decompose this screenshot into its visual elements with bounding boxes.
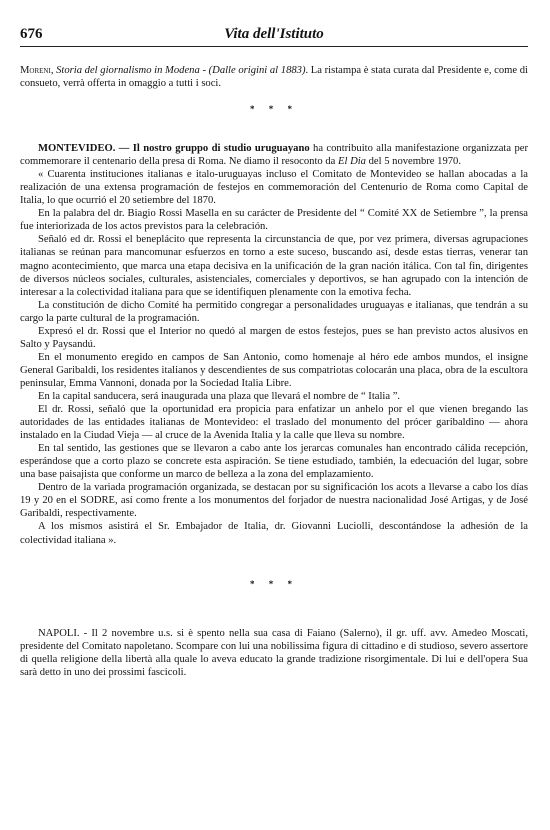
montevideo-paragraph: En el monumento eregido en campos de San Antonio, como homenaje al héro ede ambos mundos, el insigne General Garibaldi, los residentes italianos y descendientes de sus compatriotas colocarán una placa, obra de la escultora peninsular, Emma Vannoni, donada por la Sociedad Italia Libre. [20, 351, 528, 389]
running-head: Vita dell'Istituto [224, 26, 324, 42]
napoli-text: - Il 2 novembre u.s. si è spento nella sua casa di Faiano (Salerno), il gr. uff. avv. Amedeo Moscati, presidente del Comitato napoletano. Scompare con lui una nobilissima figura di cittadino e di studioso, severo assertore di quella religione della libertà alla quale lo aveva educato la grande tradizione risorgimentale. Di lui e dell'opera Sua sarà detto in uno dei prossimi fascicoli. [20, 627, 528, 678]
montevideo-paragraph: En la palabra del dr. Biagio Rossi Masella en su carácter de Presidente del “ Comité XX de Setiembre ”, la prensa fue interiorizada de los actos previstos para la celebración. [20, 208, 528, 233]
section-separator: * * * [250, 578, 298, 589]
montevideo-paragraph: Dentro de la variada programación organizada, se destacan por su significación los acots a llevarse a cabo los días 19 y 20 en el SODRE, así como frente a los monumentos del forjador de nuestra nacionalidad José Artigas, y de José Garibaldi, respectivamente. [20, 482, 528, 520]
montevideo-paragraph: La constitución de dicho Comité ha permitido congregar a personalidades uruguayas e italianas, que tendrán a su cargo la parte cultural de la programación. [20, 299, 528, 324]
montevideo-paragraph: El dr. Rossi, señaló que la oportunidad era propicia para enfatizar un anhelo por el que vienen bregando las autoridades de las entidades italianas de Montevideo: el traslado del monumento del prócer garibaldino — ahora instalado en la Ciudad Vieja — al cruce de la Avenida Italia y la calle que lleva su nombre. [20, 404, 528, 442]
montevideo-paragraph: Expresó el dr. Rossi que el Interior no quedó al margen de estos festejos, pues se han previsto actos alusivos en Salto y Paysandú. [20, 325, 528, 350]
section-separator: * * * [250, 104, 298, 115]
montevideo-paragraph: « Cuarenta instituciones italianas e italo-uruguayas incluso el Comitato de Montevideo se hallan abocadas a la realización de una extensa programación de festejos en commemoración del Centenurio de Roma como Capital de Italia, lo que ocurrió el 20 setiembre del 1870. [20, 169, 528, 207]
montevideo-paragraph: En la capital sanducera, será inaugurada una plaza que llevará el nombre de “ Italia ”. [38, 390, 401, 402]
moreni-rest: . La ristampa è stata curata dal Presidente e, come di consueto, verrà offerta in omaggio a tutti i soci. [20, 65, 529, 90]
montevideo-intro [20, 142, 528, 168]
page-header [20, 26, 528, 47]
newspaper-name: El Dia [338, 156, 366, 168]
moreni-subtitle: (Dalle origini al 1883) [208, 65, 306, 76]
montevideo-paragraph: Señaló ed dr. Rossi el beneplácito que representa la circunstancia de que, por vez primera, diversas agrupaciones italianas se reúnan para mancomunar esfuerzos en torno a este suceso, buscando así, desde estas tierras, venerar tan magno acontecimiento, que marca una etapa decisiva en la unificación de la gran nación itálica. Con tal fin, dirigentes de diversos núcleos sociales, culturales, asistenciales, comerciales y deportivos, se han agrupado con la intención de interesar a la colectividad italiana para que se identifiquen plenamente con la emotiva fecha. [20, 234, 528, 298]
montevideo-intro-b: del 5 novembre 1970. [365, 156, 461, 168]
moreni-author: Moreni [20, 65, 51, 76]
article-body [20, 64, 528, 679]
napoli-heading: NAPOLI. [38, 627, 80, 639]
moreni-paragraph [20, 64, 528, 90]
moreni-title: Storia del giornalismo in Modena [56, 65, 200, 76]
moreni-sep1: , [50, 65, 57, 76]
page-number: 676 [20, 26, 43, 42]
montevideo-heading: MONTEVIDEO. — Il nostro gruppo di studio uruguayano [38, 143, 310, 155]
moreni-sep2: - [199, 65, 209, 76]
montevideo-intro-a: ha contribuito alla manifestazione organizzata per commemorare il centenario della presa di Roma. Ne diamo il resoconto da [20, 143, 528, 168]
montevideo-paragraph: En tal sentido, las gestiones que se llevaron a cabo ante los jerarcas comunales han encontrado cálida recepción, esperándose que a corto plazo se concrete esta aspiración. Se tiene estudiado, también, la edecuación del lugar, sobre una base paisajista que conforme un marco de belleza a la zona del emplazamiento. [20, 443, 528, 481]
montevideo-paragraph: A los mismos asistirá el Sr. Embajador de Italia, dr. Giovanni Luciolli, descontándose la adhesión de la colectividad italiana ». [20, 521, 528, 546]
napoli-paragraph [20, 627, 528, 679]
